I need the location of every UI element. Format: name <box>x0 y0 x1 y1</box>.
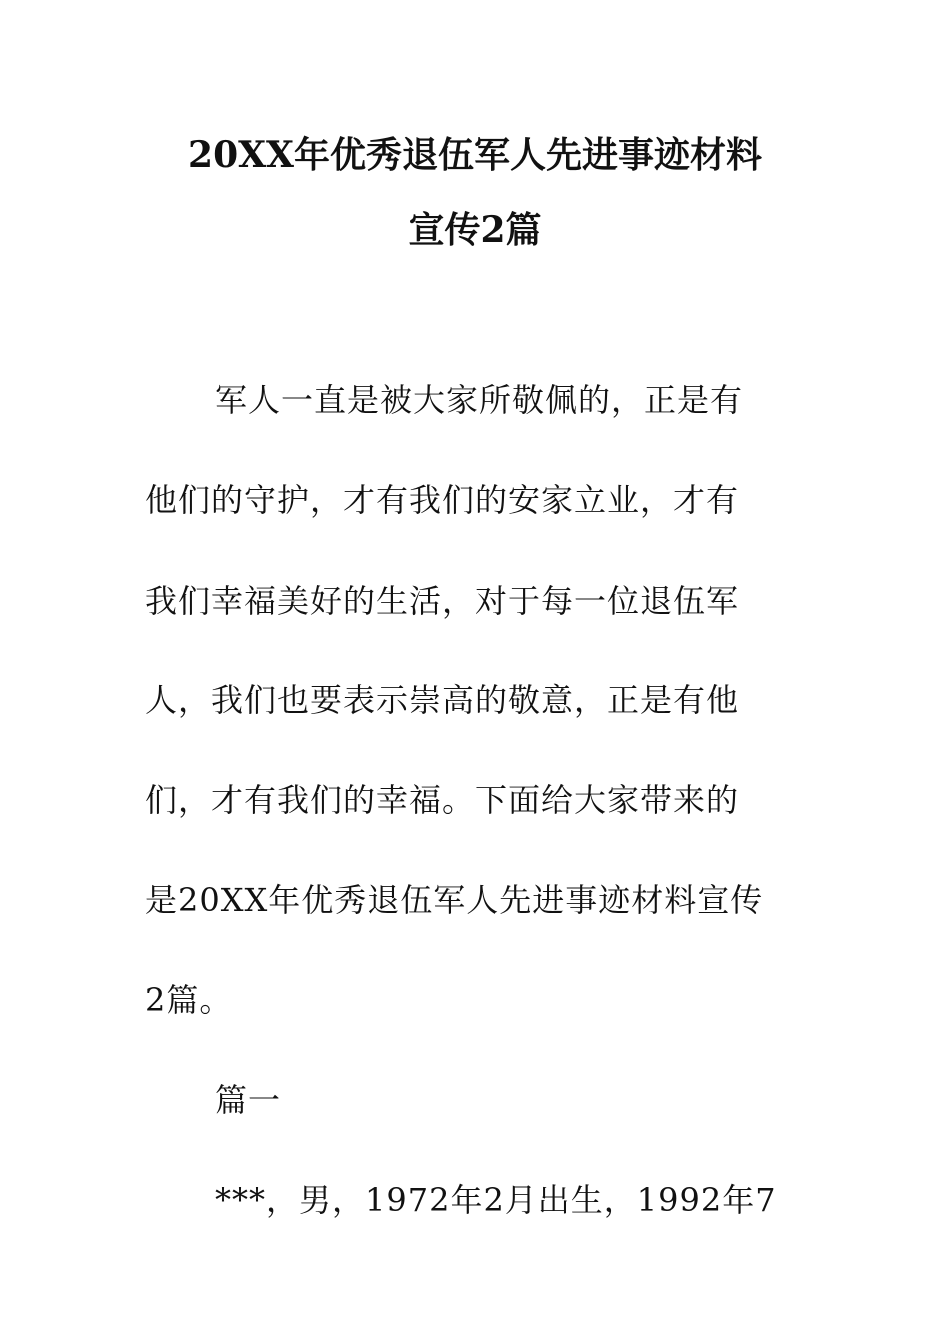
paragraph-line-1: 军人一直是被大家所敬佩的，正是有 <box>215 381 744 419</box>
document-title-line-2: 宣传2篇 <box>408 209 542 251</box>
paragraph-line-7: 2篇。 <box>145 981 233 1019</box>
paragraph-line-9: ***，男，1972年2月出生，1992年7 <box>215 1181 777 1219</box>
paragraph-line-5: 们，才有我们的幸福。下面给大家带来的 <box>145 781 740 819</box>
paragraph-line-2: 他们的守护，才有我们的安家立业，才有 <box>145 481 740 519</box>
paragraph-line-3: 我们幸福美好的生活，对于每一位退伍军 <box>145 582 740 620</box>
paragraph-line-4: 人，我们也要表示崇高的敬意，正是有他 <box>145 681 740 719</box>
paragraph-line-6: 是20XX年优秀退伍军人先进事迹材料宣传 <box>145 881 764 919</box>
document-title-line-1: 20XX年优秀退伍军人先进事迹材料 <box>188 134 762 176</box>
section-heading: 篇一 <box>215 1081 282 1119</box>
